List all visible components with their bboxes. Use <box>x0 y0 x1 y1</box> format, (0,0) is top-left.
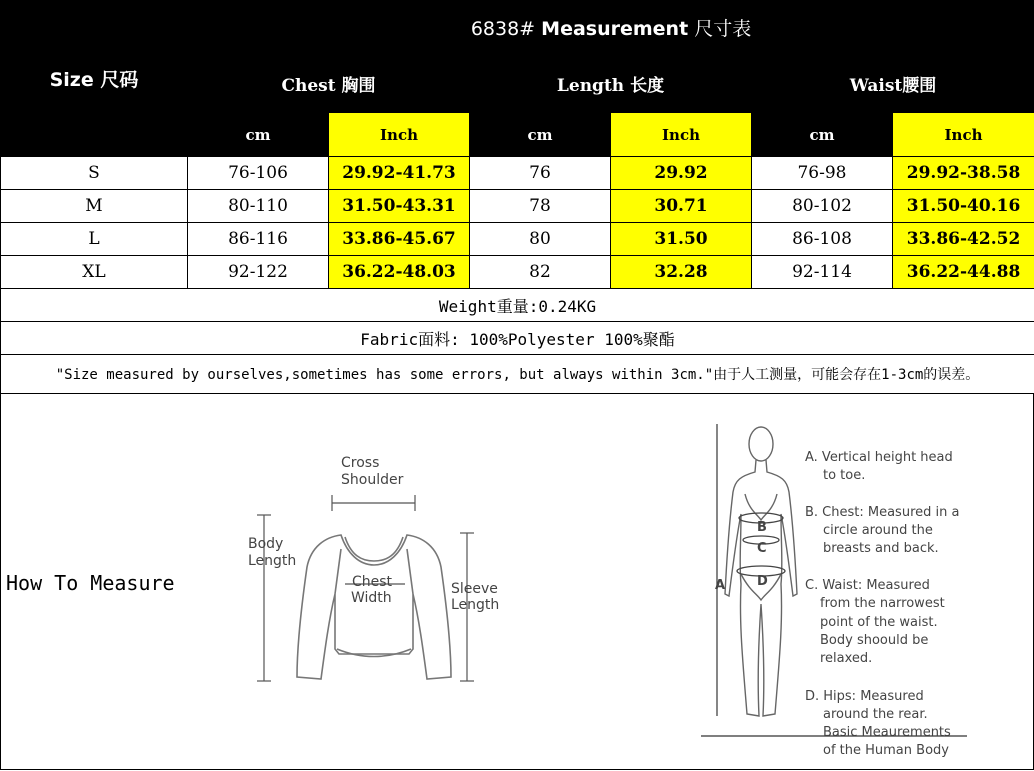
unit-cm: cm <box>752 113 893 157</box>
note-d-3: Basic Meaurements <box>823 725 951 740</box>
size-cell: XL <box>1 256 188 289</box>
table-row <box>1 190 1034 223</box>
letter-c: C <box>757 541 767 556</box>
note-c-1: C. Waist: Measured <box>805 578 930 593</box>
chest-width-label-1: Chest <box>352 574 393 590</box>
cross-label-1: Cross <box>341 455 380 471</box>
length-inch-cell: 32.28 <box>611 256 752 289</box>
waist-inch-cell: 36.22-44.88 <box>893 256 1034 289</box>
shirt-outline <box>297 535 451 679</box>
length-cm-cell: 78 <box>470 190 611 223</box>
note-d-4: of the Human Body <box>823 743 949 758</box>
waist-cm-cell: 80-102 <box>752 190 893 223</box>
title-cn: 尺寸表 <box>694 17 752 40</box>
chest-inch-cell: 29.92-41.73 <box>329 157 470 190</box>
note-c-5: relaxed. <box>820 651 873 666</box>
letter-b: B <box>757 520 767 535</box>
chest-cm-cell: 76-106 <box>188 157 329 190</box>
cross-label-2: Shoulder <box>341 472 404 488</box>
chest-cm-cell: 80-110 <box>188 190 329 223</box>
size-cell: S <box>1 157 188 190</box>
measure-lines <box>717 424 785 716</box>
note-b-1: B. Chest: Measured in a <box>805 505 960 520</box>
chest-inch-cell: 31.50-43.31 <box>329 190 470 223</box>
unit-inch: Inch <box>611 113 752 157</box>
waist-inch-cell: 29.92-38.58 <box>893 157 1034 190</box>
note-d-2: around the rear. <box>823 707 928 722</box>
note-c-4: Body shoould be <box>820 633 929 648</box>
size-cell: L <box>1 223 188 256</box>
title-word: Measurement <box>541 17 689 40</box>
size-header: Size 尺码 <box>1 1 188 157</box>
length-inch-cell: 31.50 <box>611 223 752 256</box>
waist-inch-cell: 33.86-42.52 <box>893 223 1034 256</box>
unit-cm: cm <box>188 113 329 157</box>
length-cm-cell: 80 <box>470 223 611 256</box>
chest-cm-cell: 92-122 <box>188 256 329 289</box>
length-cm-cell: 76 <box>470 157 611 190</box>
sleeve-length-label-2: Length <box>451 597 500 613</box>
unit-inch: Inch <box>329 113 470 157</box>
table-row <box>1 157 1034 190</box>
title-number: 6838# <box>470 17 536 40</box>
length-header: Length 长度 <box>470 54 752 113</box>
note-a-1: A. Vertical height head <box>805 450 953 465</box>
waist-header: Waist腰围 <box>752 54 1034 113</box>
chart-title <box>188 1 1034 54</box>
chest-inch-cell: 33.86-45.67 <box>329 223 470 256</box>
chest-inch-cell: 36.22-48.03 <box>329 256 470 289</box>
fabric-row: Fabric面料: 100%Polyester 100%聚酯 <box>1 322 1034 355</box>
sleeve-length-label-1: Sleeve <box>451 581 498 597</box>
body-length-label-2: Length <box>248 553 297 569</box>
waist-inch-cell: 31.50-40.16 <box>893 190 1034 223</box>
letter-a: A <box>715 578 726 593</box>
note-a-2: to toe. <box>823 468 866 483</box>
length-inch-cell: 29.92 <box>611 157 752 190</box>
note-b-2: circle around the <box>823 523 933 538</box>
unit-cm: cm <box>470 113 611 157</box>
body-length-label-1: Body <box>248 536 284 552</box>
note-c-2: from the narrowest <box>820 596 945 611</box>
how-to-measure-section <box>0 394 1034 770</box>
table-row <box>1 256 1034 289</box>
chest-cm-cell: 86-116 <box>188 223 329 256</box>
size-cell: M <box>1 190 188 223</box>
waist-cm-cell: 92-114 <box>752 256 893 289</box>
note-b-3: breasts and back. <box>823 541 939 556</box>
length-inch-cell: 30.71 <box>611 190 752 223</box>
body-diagram <box>701 414 981 759</box>
chest-header: Chest 胸围 <box>188 54 470 113</box>
letter-d: D <box>757 574 768 589</box>
length-cm-cell: 82 <box>470 256 611 289</box>
waist-cm-cell: 76-98 <box>752 157 893 190</box>
weight-row: Weight重量:0.24KG <box>1 289 1034 322</box>
waist-cm-cell: 86-108 <box>752 223 893 256</box>
note-c-3: point of the waist. <box>820 615 938 630</box>
note-d-1: D. Hips: Measured <box>805 689 924 704</box>
human-figure <box>725 427 797 716</box>
how-to-measure-label: How To Measure <box>6 571 175 595</box>
garment-diagram <box>241 449 511 689</box>
error-note: "Size measured by ourselves,sometimes has some errors, but always within 3cm."由于人工测量，可能会存在1-3cm的误差。 <box>1 355 1034 394</box>
table-row <box>1 223 1034 256</box>
chest-width-label-2: Width <box>351 590 392 606</box>
unit-inch: Inch <box>893 113 1034 157</box>
